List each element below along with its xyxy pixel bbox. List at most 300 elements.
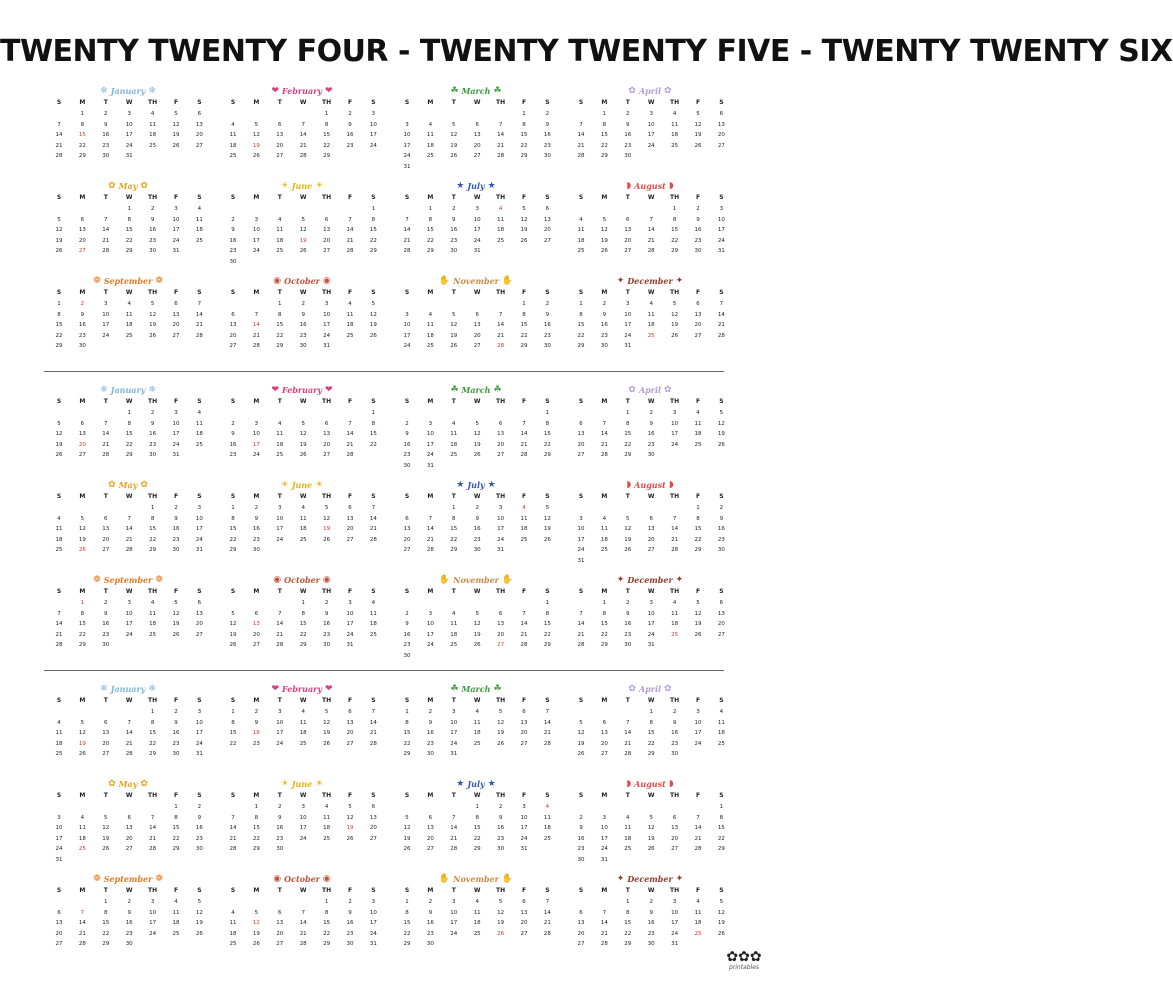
day-cell: 30 bbox=[671, 751, 679, 757]
day-cell: 2 bbox=[498, 804, 503, 810]
day-cell: 17 bbox=[276, 526, 284, 532]
weekday-label: TH bbox=[496, 887, 506, 894]
month-september-2025 bbox=[48, 575, 208, 665]
day-cell: 29 bbox=[276, 343, 284, 349]
day-cell: 13 bbox=[172, 311, 180, 318]
day-cell: 14 bbox=[543, 719, 551, 726]
weekday-label: S bbox=[197, 194, 202, 201]
day-cell: 26 bbox=[694, 631, 702, 638]
week-row bbox=[48, 215, 208, 225]
day-cell: 30 bbox=[473, 547, 481, 553]
day-cell: 13 bbox=[78, 227, 86, 233]
week-row bbox=[396, 545, 556, 555]
day-cell: 21 bbox=[299, 142, 307, 149]
weekday-label: F bbox=[347, 887, 353, 894]
day-cell: 6 bbox=[428, 814, 433, 821]
weekday-header-row bbox=[48, 98, 208, 108]
day-cell: 10 bbox=[323, 311, 331, 318]
day-cell: 15 bbox=[369, 431, 377, 437]
week-row bbox=[48, 640, 208, 650]
day-cell: 2 bbox=[696, 206, 700, 212]
day-cell: 17 bbox=[473, 227, 481, 233]
day-cell: 24 bbox=[102, 332, 110, 339]
month-name: March bbox=[461, 86, 491, 96]
day-cell: 13 bbox=[600, 730, 608, 736]
day-cell: 29 bbox=[299, 642, 307, 648]
day-cell: 18 bbox=[450, 631, 458, 638]
day-cell: 27 bbox=[369, 835, 377, 842]
day-cell: 4 bbox=[672, 111, 677, 117]
month-name: July bbox=[467, 779, 485, 789]
day-cell: 10 bbox=[346, 610, 354, 617]
week-row bbox=[222, 408, 382, 418]
day-cell: 13 bbox=[78, 431, 86, 437]
day-cell: 4 bbox=[150, 600, 155, 606]
logo-text: printables bbox=[728, 964, 760, 971]
day-cell: 16 bbox=[195, 825, 203, 831]
day-cell: 20 bbox=[195, 132, 203, 138]
weekday-label: S bbox=[56, 887, 62, 894]
week-row bbox=[570, 151, 730, 161]
day-cell: 14 bbox=[520, 621, 528, 627]
day-cell: 14 bbox=[102, 431, 110, 437]
day-cell: 31 bbox=[369, 941, 377, 947]
month-august-2024 bbox=[570, 181, 730, 271]
day-cell: 14 bbox=[520, 431, 528, 437]
day-cell: 27 bbox=[717, 142, 725, 149]
day-cell: 24 bbox=[252, 248, 260, 254]
day-cell: 6 bbox=[626, 216, 630, 223]
day-cell: 28 bbox=[369, 740, 377, 747]
day-cell: 17 bbox=[252, 237, 260, 244]
weekday-label: S bbox=[578, 194, 584, 201]
day-cell: 14 bbox=[600, 920, 608, 926]
weekday-label: TH bbox=[322, 99, 332, 106]
day-cell: 16 bbox=[543, 132, 551, 138]
day-cell: 6 bbox=[324, 216, 329, 223]
month-name: February bbox=[281, 86, 322, 96]
day-cell: 25 bbox=[520, 536, 528, 543]
day-cell: 6 bbox=[719, 600, 724, 606]
month-deco-icon: ❁ bbox=[93, 575, 101, 585]
day-cell: 17 bbox=[450, 920, 458, 926]
day-cell: 9 bbox=[626, 121, 630, 128]
weekday-header-row bbox=[396, 193, 556, 203]
day-cell: 12 bbox=[172, 121, 180, 128]
month-august-2025 bbox=[570, 480, 730, 570]
day-cell: 22 bbox=[125, 441, 133, 448]
day-cell: 16 bbox=[323, 621, 331, 627]
day-cell: 26 bbox=[473, 642, 481, 648]
day-cell: 20 bbox=[717, 132, 725, 138]
weekday-header-row bbox=[48, 791, 208, 801]
day-cell: 18 bbox=[543, 825, 551, 831]
weekday-label: TH bbox=[148, 289, 158, 296]
day-cell: 13 bbox=[543, 216, 551, 223]
day-cell: 21 bbox=[125, 740, 133, 747]
week-row bbox=[570, 897, 730, 907]
day-cell: 24 bbox=[403, 343, 411, 349]
day-cell: 25 bbox=[229, 941, 237, 947]
day-cell: 16 bbox=[624, 132, 632, 138]
day-cell: 7 bbox=[127, 515, 131, 522]
day-cell: 16 bbox=[125, 920, 133, 926]
month-header bbox=[48, 181, 208, 193]
day-cell: 26 bbox=[78, 751, 86, 757]
day-cell: 17 bbox=[323, 322, 331, 328]
day-cell: 30 bbox=[195, 846, 203, 852]
day-cell: 11 bbox=[55, 526, 63, 532]
holiday-day: 19 bbox=[299, 237, 307, 244]
day-cell: 24 bbox=[577, 547, 585, 553]
day-cell: 7 bbox=[498, 121, 503, 128]
day-cell: 22 bbox=[369, 237, 377, 244]
month-deco-icon: ☀ bbox=[280, 181, 289, 191]
day-cell: 4 bbox=[348, 301, 352, 307]
day-cell: 9 bbox=[104, 610, 108, 617]
day-cell: 31 bbox=[172, 452, 180, 458]
day-cell: 8 bbox=[428, 216, 433, 223]
day-cell: 18 bbox=[426, 332, 434, 339]
day-cell: 23 bbox=[229, 452, 237, 458]
day-cell: 5 bbox=[324, 505, 329, 511]
day-cell: 8 bbox=[602, 121, 607, 128]
day-cell: 26 bbox=[299, 452, 307, 458]
day-cell: 6 bbox=[348, 505, 352, 511]
day-cell: 16 bbox=[450, 227, 458, 233]
day-cell: 15 bbox=[149, 526, 157, 532]
weekday-label: TH bbox=[322, 792, 332, 799]
month-name: June bbox=[291, 181, 313, 191]
day-cell: 23 bbox=[149, 237, 157, 244]
day-cell: 31 bbox=[346, 642, 354, 648]
day-cell: 2 bbox=[150, 206, 155, 212]
week-row bbox=[48, 204, 208, 214]
day-cell: 5 bbox=[301, 420, 305, 427]
day-cell: 14 bbox=[694, 825, 702, 831]
weekday-header-row bbox=[222, 98, 382, 108]
week-row bbox=[222, 257, 382, 267]
day-cell: 24 bbox=[450, 930, 458, 937]
month-deco-icon: ❤ bbox=[271, 385, 279, 395]
month-deco-icon: ❤ bbox=[325, 684, 333, 694]
month-february-2026 bbox=[222, 684, 382, 774]
month-name: March bbox=[461, 684, 491, 694]
day-cell: 28 bbox=[694, 846, 702, 852]
week-row bbox=[396, 246, 556, 256]
week-row bbox=[222, 929, 382, 939]
month-deco-icon: ★ bbox=[456, 181, 465, 191]
day-cell: 22 bbox=[403, 740, 411, 747]
day-cell: 27 bbox=[694, 332, 702, 339]
month-deco-icon: ✋ bbox=[438, 276, 451, 286]
day-cell: 8 bbox=[254, 814, 259, 821]
month-name: December bbox=[627, 874, 673, 884]
day-cell: 8 bbox=[127, 420, 131, 427]
day-cell: 3 bbox=[452, 899, 456, 905]
day-cell: 29 bbox=[671, 248, 679, 254]
day-cell: 22 bbox=[229, 740, 237, 747]
day-cell: 3 bbox=[254, 216, 259, 223]
day-cell: 13 bbox=[647, 526, 655, 532]
day-cell: 2 bbox=[301, 301, 305, 307]
day-cell: 22 bbox=[426, 237, 434, 244]
day-cell: 17 bbox=[369, 920, 377, 926]
weekday-label: TH bbox=[496, 398, 506, 405]
day-cell: 7 bbox=[719, 301, 724, 307]
day-cell: 9 bbox=[649, 909, 653, 916]
day-cell: 9 bbox=[174, 719, 178, 726]
weekday-label: F bbox=[347, 289, 353, 296]
weekday-label: S bbox=[578, 697, 584, 704]
day-cell: 21 bbox=[346, 237, 354, 244]
weekday-header-row bbox=[48, 886, 208, 896]
day-cell: 26 bbox=[671, 332, 679, 339]
day-cell: 18 bbox=[78, 835, 86, 842]
day-cell: 26 bbox=[55, 452, 63, 458]
day-cell: 21 bbox=[671, 536, 679, 543]
day-cell: 7 bbox=[602, 420, 607, 427]
day-cell: 11 bbox=[149, 610, 157, 617]
weekday-label: M bbox=[427, 493, 434, 500]
week-row bbox=[222, 619, 382, 629]
day-cell: 26 bbox=[323, 536, 331, 543]
weekday-header-row bbox=[396, 886, 556, 896]
week-row bbox=[396, 429, 556, 439]
month-deco-icon: ❤ bbox=[325, 86, 333, 96]
day-cell: 31 bbox=[497, 547, 505, 553]
day-cell: 7 bbox=[57, 610, 61, 617]
week-row bbox=[396, 609, 556, 619]
day-cell: 29 bbox=[369, 248, 377, 254]
day-cell: 18 bbox=[125, 322, 133, 328]
day-cell: 17 bbox=[125, 132, 133, 138]
week-row bbox=[222, 429, 382, 439]
weekday-header-row bbox=[222, 288, 382, 298]
week-row bbox=[222, 524, 382, 534]
month-april-2024 bbox=[570, 86, 730, 176]
day-cell: 21 bbox=[78, 930, 86, 937]
day-cell: 31 bbox=[671, 941, 679, 947]
day-cell: 8 bbox=[231, 515, 235, 522]
day-cell: 18 bbox=[229, 930, 237, 937]
month-april-2025 bbox=[570, 385, 730, 475]
day-cell: 20 bbox=[694, 322, 702, 328]
day-cell: 3 bbox=[602, 814, 607, 821]
day-cell: 27 bbox=[426, 846, 434, 852]
day-cell: 18 bbox=[577, 237, 585, 244]
weekday-header-row bbox=[570, 791, 730, 801]
holiday-day: 16 bbox=[252, 730, 260, 736]
weekday-label: T bbox=[277, 697, 282, 704]
month-august-2026 bbox=[570, 779, 730, 869]
day-cell: 10 bbox=[125, 610, 133, 617]
week-row bbox=[222, 728, 382, 738]
day-cell: 3 bbox=[579, 515, 583, 522]
day-cell: 20 bbox=[346, 730, 354, 736]
day-cell: 21 bbox=[299, 930, 307, 937]
day-cell: 17 bbox=[403, 142, 411, 149]
page-title: TWENTY TWENTY FOUR - TWENTY TWENTY FIVE - TWENTY TWENTY SIX bbox=[0, 34, 1173, 69]
day-cell: 21 bbox=[520, 441, 528, 448]
weekday-label: F bbox=[347, 99, 353, 106]
weekday-label: T bbox=[625, 697, 630, 704]
day-cell: 25 bbox=[195, 441, 203, 448]
week-row bbox=[48, 310, 208, 320]
day-cell: 15 bbox=[520, 132, 528, 138]
week-row bbox=[570, 545, 730, 555]
day-cell: 7 bbox=[278, 610, 282, 617]
day-cell: 20 bbox=[577, 441, 585, 448]
day-cell: 18 bbox=[426, 142, 434, 149]
week-row bbox=[570, 855, 730, 865]
day-cell: 23 bbox=[694, 237, 702, 244]
day-cell: 11 bbox=[149, 121, 157, 128]
weekday-label: W bbox=[647, 398, 655, 405]
day-cell: 20 bbox=[102, 740, 110, 747]
day-cell: 28 bbox=[543, 930, 551, 937]
day-cell: 29 bbox=[543, 452, 551, 458]
day-cell: 22 bbox=[520, 332, 528, 339]
month-deco-icon: ☘ bbox=[450, 385, 459, 395]
day-cell: 10 bbox=[694, 719, 702, 726]
day-cell: 7 bbox=[301, 909, 305, 916]
weekday-label: S bbox=[56, 792, 62, 799]
weekday-label: S bbox=[404, 194, 410, 201]
weekday-label: S bbox=[578, 398, 584, 405]
week-row bbox=[48, 718, 208, 728]
day-cell: 24 bbox=[450, 740, 458, 747]
day-cell: 13 bbox=[346, 719, 354, 726]
weekday-label: F bbox=[347, 493, 353, 500]
weekday-label: F bbox=[695, 194, 701, 201]
weekday-label: S bbox=[56, 588, 62, 595]
day-cell: 19 bbox=[717, 431, 725, 437]
day-cell: 16 bbox=[299, 322, 307, 328]
day-cell: 21 bbox=[55, 631, 63, 638]
week-row bbox=[222, 440, 382, 450]
weekday-label: S bbox=[371, 588, 376, 595]
day-cell: 16 bbox=[624, 621, 632, 627]
day-cell: 5 bbox=[80, 719, 85, 726]
day-cell: 2 bbox=[672, 709, 677, 715]
day-cell: 1 bbox=[602, 600, 607, 606]
month-deco-icon: ✿ bbox=[664, 684, 672, 694]
day-cell: 13 bbox=[102, 526, 110, 532]
day-cell: 22 bbox=[717, 835, 725, 842]
day-cell: 16 bbox=[78, 322, 86, 328]
day-cell: 9 bbox=[579, 825, 583, 831]
weekday-label: T bbox=[277, 493, 282, 500]
day-cell: 26 bbox=[497, 740, 505, 747]
week-row bbox=[396, 939, 556, 949]
week-row bbox=[570, 225, 730, 235]
month-july-2025 bbox=[396, 480, 556, 570]
day-cell: 11 bbox=[229, 920, 237, 926]
day-cell: 8 bbox=[649, 719, 653, 726]
day-cell: 29 bbox=[229, 547, 237, 553]
day-cell: 3 bbox=[522, 804, 526, 810]
day-cell: 19 bbox=[577, 740, 585, 747]
day-cell: 12 bbox=[497, 719, 505, 726]
month-october-2026 bbox=[222, 874, 382, 964]
day-cell: 28 bbox=[426, 547, 434, 553]
day-cell: 6 bbox=[498, 610, 503, 617]
weekday-label: W bbox=[473, 493, 481, 500]
day-cell: 20 bbox=[577, 930, 585, 937]
day-cell: 13 bbox=[694, 311, 702, 318]
weekday-label: W bbox=[473, 588, 481, 595]
day-cell: 25 bbox=[426, 153, 434, 159]
month-may-2025 bbox=[48, 480, 208, 570]
holiday-day: 13 bbox=[252, 621, 260, 627]
day-cell: 7 bbox=[579, 610, 583, 617]
day-cell: 27 bbox=[403, 547, 411, 553]
day-cell: 17 bbox=[520, 825, 528, 831]
day-cell: 9 bbox=[278, 814, 282, 821]
day-cell: 13 bbox=[473, 132, 481, 138]
week-row bbox=[48, 514, 208, 524]
day-cell: 5 bbox=[405, 814, 409, 821]
week-row bbox=[222, 718, 382, 728]
day-cell: 21 bbox=[577, 631, 585, 638]
day-cell: 26 bbox=[717, 930, 725, 937]
week-row bbox=[48, 408, 208, 418]
week-row bbox=[48, 130, 208, 140]
day-cell: 28 bbox=[369, 536, 377, 543]
day-cell: 5 bbox=[719, 410, 724, 416]
day-cell: 11 bbox=[577, 227, 585, 233]
week-row bbox=[222, 151, 382, 161]
day-cell: 10 bbox=[125, 121, 133, 128]
day-cell: 9 bbox=[405, 431, 409, 437]
day-cell: 12 bbox=[694, 610, 702, 617]
week-row bbox=[396, 929, 556, 939]
day-cell: 24 bbox=[299, 835, 307, 842]
day-cell: 15 bbox=[369, 227, 377, 233]
day-cell: 9 bbox=[104, 121, 108, 128]
day-cell: 14 bbox=[346, 227, 354, 233]
day-cell: 6 bbox=[197, 111, 202, 117]
day-cell: 19 bbox=[497, 730, 505, 736]
day-cell: 22 bbox=[473, 835, 481, 842]
week-row bbox=[222, 331, 382, 341]
day-cell: 11 bbox=[473, 719, 481, 726]
day-cell: 2 bbox=[649, 899, 653, 905]
day-cell: 21 bbox=[369, 526, 377, 532]
month-january-2026 bbox=[48, 684, 208, 774]
week-row bbox=[570, 236, 730, 246]
day-cell: 4 bbox=[672, 600, 677, 606]
day-cell: 23 bbox=[149, 441, 157, 448]
day-cell: 17 bbox=[694, 730, 702, 736]
month-header bbox=[570, 385, 730, 397]
month-header bbox=[222, 684, 382, 696]
day-cell: 19 bbox=[252, 930, 260, 937]
day-cell: 29 bbox=[149, 751, 157, 757]
week-row bbox=[48, 908, 208, 918]
day-cell: 5 bbox=[174, 111, 178, 117]
weekday-label: M bbox=[253, 887, 260, 894]
day-cell: 12 bbox=[78, 730, 86, 736]
week-row bbox=[396, 320, 556, 330]
weekday-label: S bbox=[230, 792, 236, 799]
day-cell: 4 bbox=[57, 515, 61, 522]
week-row bbox=[48, 813, 208, 823]
month-name: February bbox=[281, 385, 322, 395]
day-cell: 29 bbox=[172, 846, 180, 852]
day-cell: 28 bbox=[55, 642, 63, 648]
